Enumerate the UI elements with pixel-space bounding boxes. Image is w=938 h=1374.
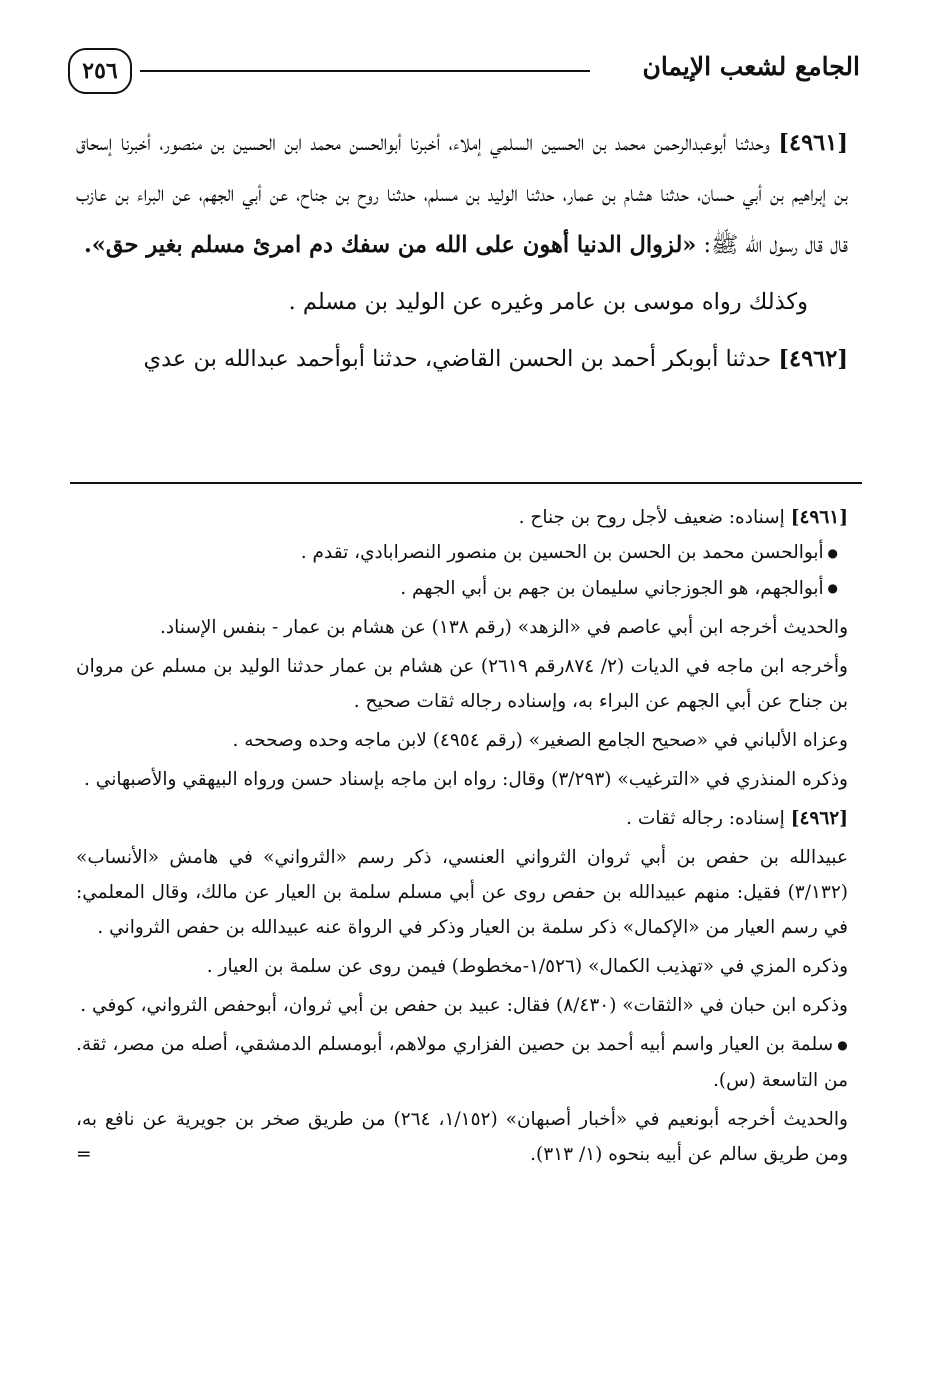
note-paragraph: وذكره ابن حبان في «الثقات» (٨/٤٣٠) فقال: عبيد بن حفص بن أبي ثروان، أبوحفص الثرواني، كوفي .: [80, 995, 848, 1016]
main-text: [76, 118, 848, 385]
hadith-matn: «لزوال الدنيا أهون على الله من سفك دم امرئ مسلم بغير حق».: [83, 232, 697, 258]
note-paragraph: وأخرجه ابن ماجه في الديات (٢/ ٨٧٤رقم ٢٦١٩) عن هشام بن عمار حدثنا الوليد بن مسلم عن مروان بن جناح عن أبي الجهم عن البراء به، وإسناده رجاله ثقات صحيح .: [76, 656, 848, 712]
page-number: ٢٥٦: [68, 48, 132, 94]
continuation-mark: =: [76, 1143, 92, 1165]
hadith-4961-remark: وكذلك رواه موسى بن عامر وغيره عن الوليد بن مسلم .: [288, 289, 808, 315]
hadith-number: [٤٩٦٢]: [778, 346, 848, 372]
note-4961-heading: [76, 500, 848, 535]
hadith-4962: [76, 334, 848, 385]
note-paragraph: وعزاه الألباني في «صحيح الجامع الصغير» (رقم ٤٩٥٤) لابن ماجه وحده وصححه .: [232, 730, 848, 751]
note-paragraph: والحديث أخرجه ابن أبي عاصم في «الزهد» (رقم ١٣٨) عن هشام بن عمار - بنفس الإسناد.: [160, 617, 848, 638]
footnotes: [76, 500, 848, 1172]
note-paragraph-last: [76, 1102, 848, 1172]
note-number: [٤٩٦١]: [790, 507, 848, 528]
note-paragraph: وذكره المنذري في «الترغيب» (٣/٢٩٣) وقال: رواه ابن ماجه بإسناد حسن ورواه البيهقي والأصبهاني .: [84, 769, 848, 790]
hadith-isnad: حدثنا أبوبكر أحمد بن الحسن القاضي، حدثنا أبوأحمد عبدالله بن عدي: [143, 346, 772, 372]
running-title: الجامع لشعب الإيمان: [642, 52, 860, 81]
note-4962-heading: [76, 801, 848, 836]
note-paragraph-text: والحديث أخرجه أبونعيم في «أخبار أصبهان» (١/١٥٢، ٢٦٤) من طريق صخر بن جويرية عن نافع به، ومن طريق سالم عن أبيه بنحوه (١/ ٣١٣).: [76, 1108, 848, 1165]
hadith-isnad: وحدثنا أبوعبدالرحمن محمد بن الحسين السلمي إملاء، أخبرنا أبوالحسن محمد ابن الحسين بن منصور، أخبرنا إسحاق بن إبراهيم بن أبي حسان، حدثنا هشام بن عمار، حدثنا الوليد بن مسلم، حدثنا روح بن جناح، عن أبي الجهم، عن البراء بن عازب قال قال رسول الله ﷺ:: [76, 130, 848, 258]
footnote-separator: [70, 482, 862, 484]
note-bullet: ● سلمة بن العيار واسم أبيه أحمد بن حصين الفزاري مولاهم، أبومسلم الدمشقي، أصله من مصر، ثقة. من التاسعة (س).: [76, 1027, 848, 1098]
page-header: [68, 40, 860, 110]
note-paragraph: عبيدالله بن حفص بن أبي ثروان الثرواني العنسي، ذكر رسم «الثرواني» في هامش «الأنساب» (٣/١٣٢) فقيل: منهم عبيدالله بن حفص روى عن أبي مسلم سلمة بن العيار عن مالك، وقال المعلمي: في رسم العيار من «الإكمال» ذكر سلمة بن العيار وذكر في الرواة عنه عبيدالله بن حفص الثرواني .: [76, 847, 848, 938]
hadith-number: [٤٩٦١]: [778, 130, 848, 156]
note-heading-text: إسناده: رجاله ثقات .: [626, 808, 785, 829]
header-rule: [140, 70, 590, 72]
note-heading-text: إسناده: ضعيف لأجل روح بن جناح .: [518, 507, 785, 528]
note-bullet: ● أبوالحسن محمد بن الحسن بن الحسين بن منصور النصرابادي، تقدم .: [76, 535, 848, 571]
hadith-4961: [76, 118, 848, 271]
note-number: [٤٩٦٢]: [790, 808, 848, 829]
note-bullet: ● أبوالجهم، هو الجوزجاني سليمان بن جهم بن أبي الجهم .: [76, 571, 848, 607]
note-paragraph: وذكره المزي في «تهذيب الكمال» (١/٥٢٦-مخطوط) فيمن روى عن سلمة بن العيار .: [206, 956, 848, 977]
